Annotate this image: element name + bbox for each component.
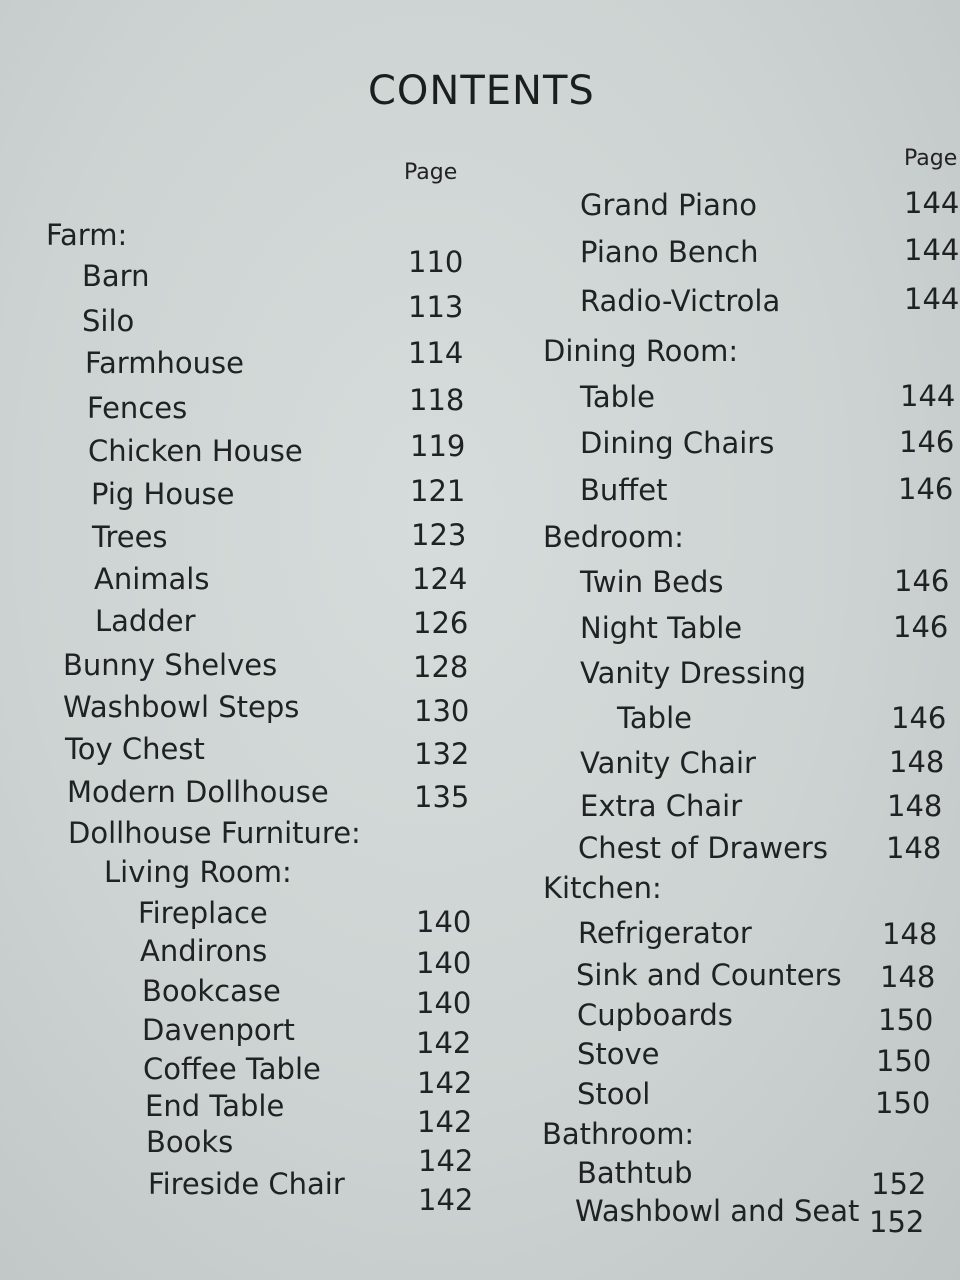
toc-page-number: 140 <box>416 905 472 939</box>
toc-entry: End Table <box>145 1089 285 1123</box>
toc-page-number: 144 <box>904 282 960 316</box>
page-column-label-right: Page <box>904 146 958 171</box>
toc-entry: Table <box>617 701 692 735</box>
toc-entry: Coffee Table <box>143 1052 321 1086</box>
toc-entry: Vanity Chair <box>580 746 756 780</box>
toc-page-number: 146 <box>899 425 955 459</box>
toc-entry: Trees <box>92 520 168 554</box>
toc-page-number: 146 <box>893 610 949 644</box>
toc-page-number: 148 <box>887 789 943 823</box>
toc-entry: Washbowl and Seat <box>575 1194 860 1228</box>
toc-entry: Twin Beds <box>580 565 724 599</box>
toc-page-number: 142 <box>418 1183 474 1217</box>
toc-entry: Washbowl Steps <box>63 690 300 724</box>
toc-page-number: 119 <box>410 429 466 463</box>
toc-entry: Vanity Dressing <box>580 656 807 690</box>
toc-entry: Chicken House <box>88 434 303 468</box>
toc-page-number: 123 <box>411 518 467 552</box>
toc-page-number: 142 <box>417 1066 473 1100</box>
toc-entry: Buffet <box>580 473 668 507</box>
section-heading: Dollhouse Furniture: <box>68 816 361 850</box>
toc-entry: Bunny Shelves <box>63 648 278 682</box>
toc-entry: Pig House <box>91 477 235 511</box>
toc-page-number: 150 <box>878 1003 934 1037</box>
toc-entry: Farmhouse <box>85 346 244 380</box>
toc-page-number: 135 <box>414 780 470 814</box>
toc-page-number: 142 <box>416 1026 472 1060</box>
toc-page-number: 144 <box>904 233 960 267</box>
section-heading: Kitchen: <box>543 871 662 905</box>
toc-entry: Sink and Counters <box>576 958 842 992</box>
toc-page-number: 132 <box>414 737 470 771</box>
toc-entry: Dining Chairs <box>580 426 775 460</box>
subsection-heading: Living Room: <box>104 855 292 889</box>
toc-entry: Davenport <box>142 1013 295 1047</box>
toc-page-number: 124 <box>412 562 468 596</box>
toc-entry: Silo <box>82 304 135 338</box>
toc-page-number: 113 <box>408 290 464 324</box>
toc-page-number: 126 <box>413 606 469 640</box>
toc-entry: Piano Bench <box>580 235 759 269</box>
toc-entry: Animals <box>94 562 210 596</box>
toc-entry: Bookcase <box>142 974 281 1008</box>
toc-page-number: 144 <box>900 379 956 413</box>
toc-entry: Fences <box>87 391 188 425</box>
toc-entry: Cupboards <box>577 998 733 1032</box>
page-title: CONTENTS <box>368 68 595 114</box>
toc-entry: Refrigerator <box>578 916 752 950</box>
toc-page-number: 148 <box>889 745 945 779</box>
toc-entry: Toy Chest <box>65 732 205 766</box>
toc-page-number: 142 <box>418 1144 474 1178</box>
toc-page-number: 146 <box>898 472 954 506</box>
toc-entry: Chest of Drawers <box>578 831 828 865</box>
toc-entry: Fireplace <box>138 896 268 930</box>
toc-entry: Table <box>580 380 655 414</box>
toc-page-number: 152 <box>869 1205 925 1239</box>
section-heading: Bathroom: <box>542 1117 695 1151</box>
toc-entry: Books <box>146 1125 234 1159</box>
toc-page-number: 118 <box>409 383 465 417</box>
toc-page-number: 142 <box>417 1105 473 1139</box>
toc-entry: Extra Chair <box>580 789 743 823</box>
toc-page-number: 148 <box>880 960 936 994</box>
toc-page-number: 128 <box>413 650 469 684</box>
toc-entry: Bathtub <box>577 1156 693 1190</box>
toc-entry: Night Table <box>580 611 743 645</box>
toc-entry: Barn <box>82 259 150 293</box>
toc-entry: Modern Dollhouse <box>67 775 329 809</box>
toc-page-number: 144 <box>904 186 960 220</box>
toc-page-number: 140 <box>416 986 472 1020</box>
toc-page-number: 114 <box>408 336 464 370</box>
toc-page-number: 110 <box>408 245 464 279</box>
toc-page-number: 121 <box>410 474 466 508</box>
toc-entry: Andirons <box>140 934 268 968</box>
toc-entry: Radio-Victrola <box>580 284 781 318</box>
toc-entry: Fireside Chair <box>148 1167 345 1201</box>
toc-page-number: 140 <box>416 946 472 980</box>
toc-entry: Stool <box>577 1077 651 1111</box>
section-heading: Farm: <box>46 218 128 252</box>
toc-page-number: 148 <box>886 831 942 865</box>
toc-entry: Grand Piano <box>580 188 757 222</box>
toc-entry: Stove <box>577 1037 660 1071</box>
toc-entry: Ladder <box>95 604 196 638</box>
toc-page-number: 150 <box>876 1044 932 1078</box>
toc-page-number: 150 <box>875 1086 931 1120</box>
toc-page-number: 148 <box>882 917 938 951</box>
toc-page-number: 130 <box>414 694 470 728</box>
toc-page-number: 152 <box>871 1167 927 1201</box>
section-heading: Bedroom: <box>543 520 684 554</box>
page-column-label-left: Page <box>404 160 458 185</box>
toc-page-number: 146 <box>894 564 950 598</box>
toc-page-number: 146 <box>891 701 947 735</box>
section-heading: Dining Room: <box>543 334 739 368</box>
